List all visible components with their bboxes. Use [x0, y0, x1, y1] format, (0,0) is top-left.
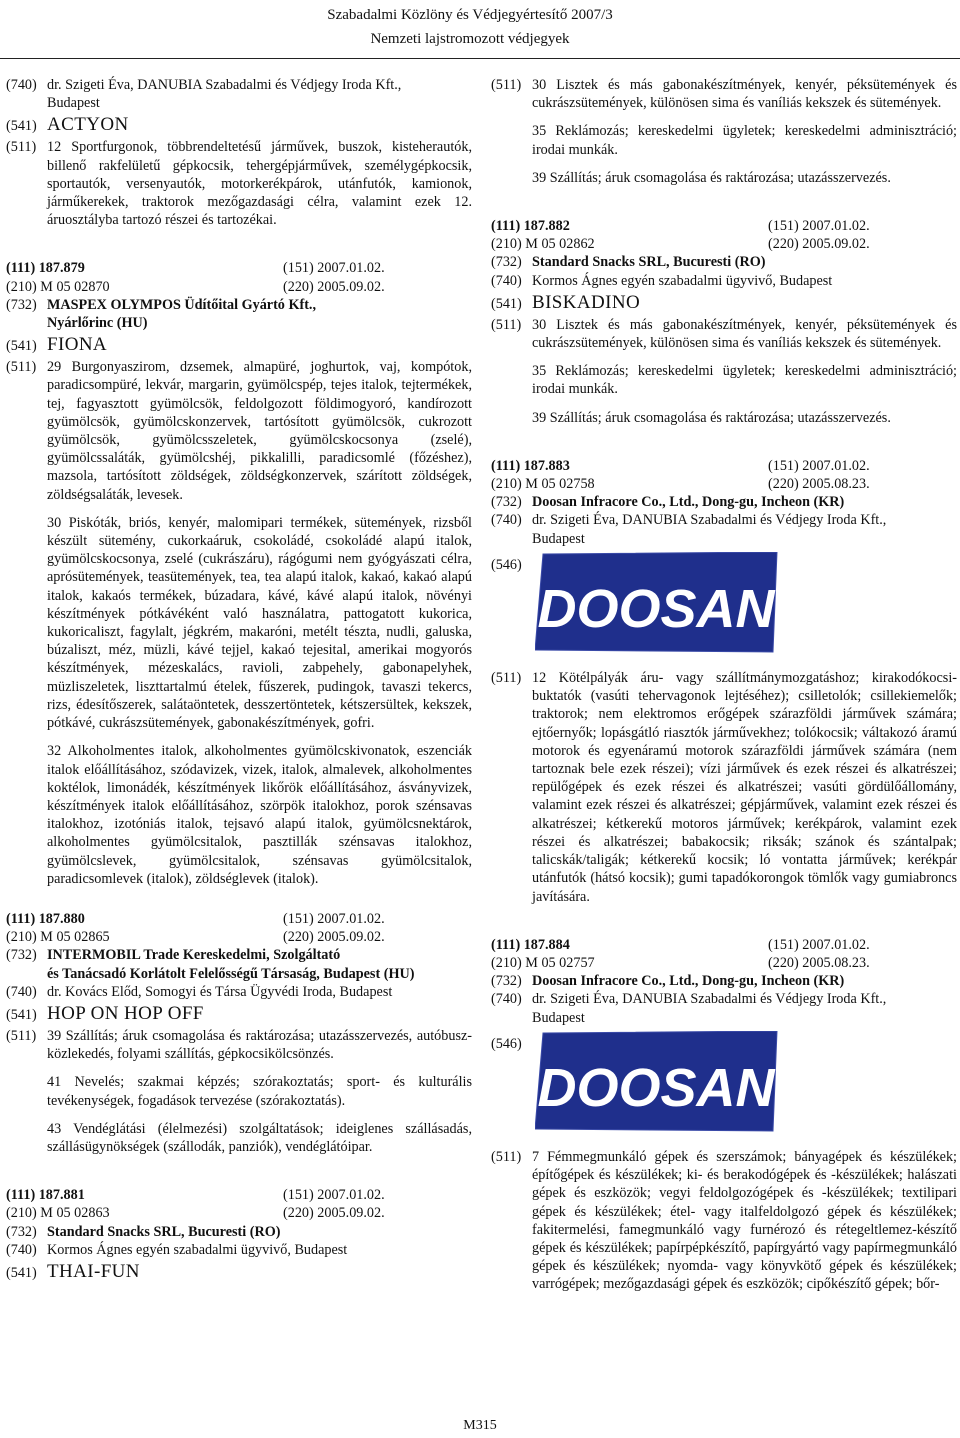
registration-row	[6, 1186, 472, 1204]
application-number: (210) M 05 02862	[491, 236, 595, 253]
owner: MASPEX OLYMPOS Üdítőital Gyártó Kft., Nyárlőrinc (HU)	[47, 296, 317, 332]
trademark-name: HOP ON HOP OFF	[47, 1002, 204, 1024]
entry-732	[6, 946, 472, 982]
entry-740	[6, 76, 472, 112]
representative: dr. Szigeti Éva, DANUBIA Szabadalmi és Védjegy Iroda Kft., Budapest	[47, 77, 402, 112]
registration-row	[6, 259, 472, 277]
trademark-entry-187881	[6, 1186, 472, 1283]
trademark-entry-187884	[491, 936, 957, 1294]
entry-541	[6, 1003, 472, 1025]
entry-732	[491, 253, 957, 271]
entry-740	[491, 272, 957, 290]
entry-732	[491, 972, 957, 990]
code-546: (546)	[491, 556, 522, 573]
services-class-43: 43 Vendéglátási (élelmezési) szolgáltatások; ideiglenes szállásadás, szállásügynökségek (szállodák, panziók), vendéglátóipar.	[47, 1120, 472, 1155]
entry-511	[491, 1148, 957, 1294]
entry-541	[6, 1261, 472, 1283]
registration-number: (111) 187.879	[6, 260, 85, 277]
code-546: (546)	[491, 1035, 522, 1052]
representative: dr. Kovács Előd, Somogyi és Társa Ügyvédi Iroda, Budapest	[47, 983, 393, 1000]
application-number: (210) M 05 02863	[6, 1205, 110, 1222]
code-511: (511)	[6, 1027, 37, 1044]
entry-732	[6, 1223, 472, 1241]
entry-541	[491, 292, 957, 314]
services-class-39: 39 Szállítás; áruk csomagolása és raktározása; utazásszervezés.	[532, 409, 891, 426]
entry-511	[6, 138, 472, 229]
entry-740	[6, 983, 472, 1001]
code-511: (511)	[6, 139, 37, 156]
entry-740	[491, 990, 957, 1026]
registration-row	[491, 457, 957, 475]
entry-732	[491, 493, 957, 511]
goods-class-7: 7 Fémmegmunkáló gépek és szerszámok; bányagépek és készülékek; építőgépek és készülékek; ki- és berakodógépek és -készülékek; halászati gépek és eszközök; vegyi feldolgozógépek és -készülékek; textilipari gépek és készülékek; étel- vagy italfeldolgozó gépek és készülékek; fakitermelési, famegmunkáló vagy furnérozó és rétegeltlemez-készítő gépek és készülékek; papírpépkészítő, papírgyártó vagy papírmegmunkáló gépek és készülékek; nyomda- vagy könyvkötő gépek és készülékek; varrógépek; mezőgazdasági gépek és eszközök; cipőkészítő gépek; bőr-	[532, 1148, 957, 1293]
registration-row	[491, 217, 957, 235]
code-511: (511)	[6, 359, 37, 376]
application-row	[491, 475, 957, 493]
right-column	[491, 76, 957, 1294]
registration-row	[6, 910, 472, 928]
code-511: (511)	[491, 316, 522, 333]
logo-wordmark: DOOSAN	[537, 578, 775, 639]
trademark-name: ACTYON	[47, 114, 129, 136]
trademark-entry-187880	[6, 910, 472, 1156]
filing-date: (220) 2005.09.02.	[283, 1205, 385, 1222]
page-header	[270, 0, 670, 48]
trademark-name: FIONA	[47, 334, 108, 356]
entry-732	[6, 296, 472, 332]
trademark-entry-187879	[6, 259, 472, 888]
filing-date: (220) 2005.09.02.	[283, 278, 385, 295]
services-class-41: 41 Nevelés; szakmai képzés; szórakoztatás; sport- és kulturális tevékenységek, fogadások tervezése (szórakoztatás).	[47, 1074, 472, 1109]
filing-date: (220) 2005.09.02.	[283, 929, 385, 946]
doosan-logo-graphic	[535, 1031, 779, 1133]
trademark-name: THAI-FUN	[47, 1260, 140, 1282]
section-title: Nemzeti lajstromozott védjegyek	[370, 31, 570, 47]
filing-date: (220) 2005.08.23.	[768, 476, 870, 493]
application-number: (210) M 05 02757	[491, 954, 595, 971]
goods-class-12: 12 Kötélpályák áru- vagy szállítmánymozgatáshoz; kirakodókocsi-buktatók (vasúti tehervagonok lejtéséhez); csilletolók; csillekiemelők; traktorok; nem elektromos erőgépek szárazföldi járművek számára; ejtőernyők; lopásgátló riasztók járművekhez; tolókocsik; váltakozó áramú motorok és egyenáramú motorok szárazföldi járművek számára (nem tartoznak bele ezek részei); vízi járművek és ezek részei és alkatrészei; repülőgépek és ezek részei és alkatrészei; vasúti gördülőállomány, valamint ezek részei és alkatrészei; gépjárművek, valamint ezek részei és alkatrészei; kétkerekű motoros járművek; kerékpárok, valamint ezek részei és alkatrészei; babakocsik; riksák; szánok és szántalpak; talicskák/taligák; kétkerekű kocsik; ló vontatta járművek; kerékpár utánfutók (hátsó kocsik); gumi tapadókorongok tömlők vagy gumiabroncs javítására.	[532, 670, 957, 905]
services-class-39: 39 Szállítás; áruk csomagolása és raktározása; utazásszervezés.	[532, 169, 891, 186]
registration-number: (111) 187.883	[491, 457, 570, 474]
registration-date: (151) 2007.01.02.	[768, 936, 870, 953]
code-740: (740)	[6, 1241, 37, 1258]
owner: Standard Snacks SRL, Bucuresti (RO)	[47, 1223, 281, 1240]
owner: Doosan Infracore Co., Ltd., Dong-gu, Incheon (KR)	[532, 973, 845, 990]
code-740: (740)	[6, 77, 37, 93]
registration-number: (111) 187.884	[491, 936, 570, 953]
left-column	[6, 76, 472, 1285]
code-511: (511)	[491, 1148, 522, 1165]
doosan-logo	[535, 552, 779, 659]
goods-class-29: 29 Burgonyaszirom, dzsemek, almapüré, joghurtok, vaj, kompótok, paradicsompüré, lekvár, margarin, gyümölcspép, tejes italok, tejtermékek, tej, fagyasztott gyümölcsök, feldolgozott földimogyoró, kandírozott gyümölcsök, gyümölcskonzervek, tartósított gyümölcsök, cukrozott gyümölcsök, gyümölcsszeletek, gyümölcskocsonya (zselé), gyümölcssaláták, gyümölcshéj, pikkalilli, paradicsomlé (főzéshez), mazsola, tartósított zöldségek, zöldségkonzervek, szárított zöldségek, zöldségsaláták, levesek.	[47, 359, 472, 503]
application-number: (210) M 05 02865	[6, 929, 110, 946]
trademark-name: BISKADINO	[532, 291, 641, 313]
registration-number: (111) 187.882	[491, 218, 570, 235]
code-732: (732)	[6, 1223, 37, 1240]
registration-number: (111) 187.881	[6, 1187, 85, 1204]
application-row	[6, 928, 472, 946]
code-511: (511)	[491, 670, 522, 687]
code-541: (541)	[6, 338, 37, 355]
doosan-logo-graphic	[535, 552, 779, 654]
entry-511	[6, 1027, 472, 1063]
header-rule	[0, 58, 960, 59]
application-row	[6, 1204, 472, 1222]
code-732: (732)	[6, 296, 37, 313]
code-740: (740)	[491, 272, 522, 289]
services-class-39: 39 Szállítás; áruk csomagolása és raktározása; utazásszervezés, autóbusz-közlekedés, folyami szállítás, gépkocsikölcsönzés.	[47, 1027, 472, 1063]
code-732: (732)	[491, 494, 522, 511]
code-541: (541)	[6, 1006, 37, 1023]
code-732: (732)	[491, 254, 522, 271]
filing-date: (220) 2005.09.02.	[768, 236, 870, 253]
entry-541	[6, 334, 472, 356]
application-number: (210) M 05 02870	[6, 278, 110, 295]
registration-number: (111) 187.880	[6, 910, 85, 927]
code-541: (541)	[6, 1264, 37, 1281]
code-740: (740)	[491, 991, 522, 1008]
representative: dr. Szigeti Éva, DANUBIA Szabadalmi és Védjegy Iroda Kft., Budapest	[532, 991, 887, 1026]
registration-date: (151) 2007.01.02.	[283, 910, 385, 927]
entry-511	[6, 358, 472, 504]
code-541: (541)	[6, 118, 37, 135]
registration-date: (151) 2007.01.02.	[768, 218, 870, 235]
logo-wordmark: DOOSAN	[537, 1057, 775, 1118]
goods-class-30: 30 Lisztek és más gabonakészítmények, kenyér, péksütemények és cukrászsütemények, különösen sima és vaníliás kekszek és sütemények.	[532, 316, 957, 352]
entry-740	[491, 511, 957, 547]
code-541: (541)	[491, 295, 522, 312]
services-class-35: 35 Reklámozás; kereskedelmi ügyletek; kereskedelmi adminisztráció; irodai munkák.	[532, 123, 957, 158]
representative: dr. Szigeti Éva, DANUBIA Szabadalmi és Védjegy Iroda Kft., Budapest	[532, 512, 887, 547]
journal-title: Szabadalmi Közlöny és Védjegyértesítő 2007/3	[327, 7, 613, 23]
code-732: (732)	[6, 947, 37, 964]
representative: Kormos Ágnes egyén szabadalmi ügyvivő, Budapest	[532, 272, 833, 289]
code-732: (732)	[491, 973, 522, 990]
trademark-entry-187883	[491, 457, 957, 906]
code-511: (511)	[491, 77, 522, 93]
filing-date: (220) 2005.08.23.	[768, 954, 870, 971]
owner: Standard Snacks SRL, Bucuresti (RO)	[532, 254, 766, 271]
code-740: (740)	[6, 983, 37, 1000]
entry-511	[491, 76, 957, 112]
services-class-35: 35 Reklámozás; kereskedelmi ügyletek; kereskedelmi adminisztráció; irodai munkák.	[532, 363, 957, 398]
goods-class-12: 12 Sportfurgonok, többrendeltetésű járművek, buszok, kisteherautók, billenő rakfelületű gépkocsik, tehergépjárművek, személygépkocsik, sportautók, versenyautók, motorkerékpárok, utánfutók, kamionok, járműkerekek, traktorok mezőgazdasági célra, valamint ezek 12. áruosztályba tartozó részei és tartozékai.	[47, 139, 472, 229]
entry-511	[491, 316, 957, 352]
application-row	[491, 235, 957, 253]
doosan-logo	[535, 1031, 779, 1138]
page-number: M315	[463, 1418, 497, 1433]
entry-546	[491, 1031, 957, 1138]
owner: INTERMOBIL Trade Kereskedelmi, Szolgáltató és Tanácsadó Korlátolt Felelősségű Társaság, Budapest (HU)	[47, 947, 415, 982]
representative: Kormos Ágnes egyén szabadalmi ügyvivő, Budapest	[47, 1241, 348, 1258]
owner: Doosan Infracore Co., Ltd., Dong-gu, Incheon (KR)	[532, 494, 845, 511]
entry-511	[491, 669, 957, 906]
entry-546	[491, 552, 957, 659]
registration-date: (151) 2007.01.02.	[768, 457, 870, 474]
application-number: (210) M 05 02758	[491, 476, 595, 493]
goods-class-30: 30 Piskóták, briós, kenyér, malomipari termékek, sütemények, rizsből készült sütemény, cukorkaáruk, csokoládé, csokoládé alapú italok, gyümölcskocsonya, zselé (cukrászáru), rágógumi nem gyógyászati célra, aprósütemények, teasütemények, tea, tea alapú italok, kakaó, kakaó alapú italok, kakaós termékek, búzadara, kávé, kávé alapú italok, növényi készítmények pótkávéként való használatra, pattogatott kukorica, kukoricaliszt, fagylalt, jégkrém, makaróni, metélt tészta, nudli, galuska, búzaliszt, méz, müzli, kávé tejjel, kakaó tejesital, amerikai mogyorós készítmények, mézeskalács, ravioli, zabpehely, gabonapelyhek, müzliszeletek, liszttartalmú ételek, fűszerek, pudingok, tavaszi tekercs, rizs, édesítőszerek, salátaöntetek, desszertöntetek, kétszersültek, kekszek, pótkávé, cukrászsütemények, gabonakészítmények, gofri.	[47, 514, 472, 732]
goods-class-32: 32 Alkoholmentes italok, alkoholmentes gyümölcskivonatok, eszenciák italok előállításához, szódavizek, vizek, italok, almalevek, alkoholmentes koktélok, limonádék, készítmények likőrök előállításához, ásványvizek, készítmények italok előállításához, szörpök italokhoz, porok szénsavas italokhoz, izotóniás italok, tejsavó alapú italok, gyümölcsnektárok, alkoholmentes gyümölcsitalok, pasztillák szénsavas italokhoz, gyümölcslevek, gyümölcsitalok, szénsavas gyümölcsitalok, paradicsomlevek (italok), zöldséglevek (italok).	[47, 743, 472, 887]
registration-date: (151) 2007.01.02.	[283, 260, 385, 277]
entry-740	[6, 1241, 472, 1259]
registration-row	[491, 936, 957, 954]
code-740: (740)	[491, 512, 522, 529]
application-row	[491, 954, 957, 972]
registration-date: (151) 2007.01.02.	[283, 1187, 385, 1204]
goods-class-30: 30 Lisztek és más gabonakészítmények, kenyér, péksütemények és cukrászsütemények, különösen sima és vaníliás kekszek és sütemények.	[532, 77, 957, 112]
entry-541	[6, 114, 472, 136]
trademark-entry-187882	[491, 217, 957, 427]
application-row	[6, 278, 472, 296]
